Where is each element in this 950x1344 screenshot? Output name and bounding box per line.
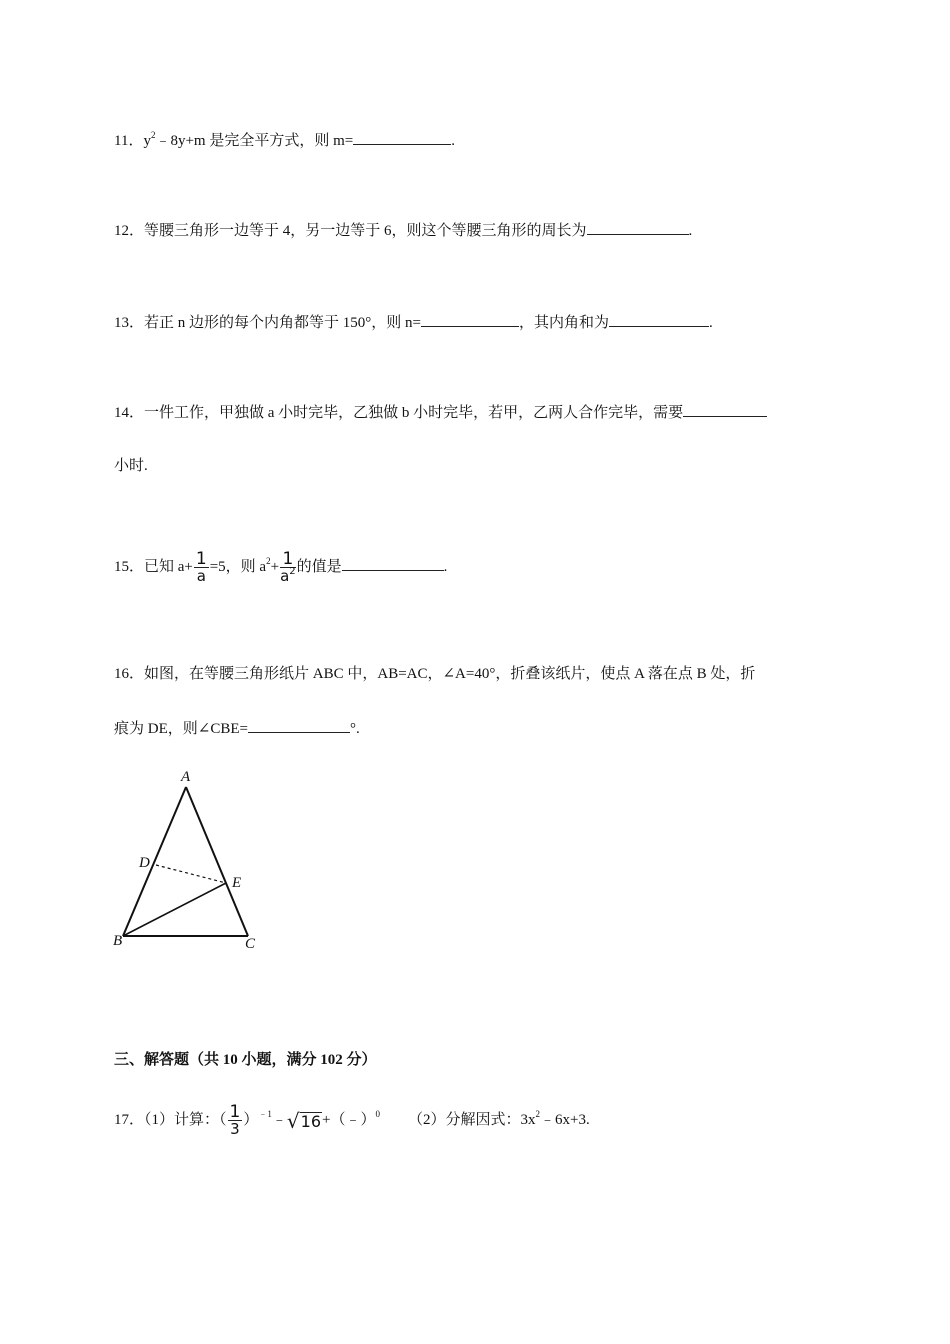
answer-blank[interactable] — [683, 402, 767, 417]
fraction-one-over-a-squared: $\frac{1}{a^2}$ — [280, 549, 296, 586]
triangle-figure — [106, 764, 276, 959]
label-b: B — [113, 933, 123, 949]
question-11: 11．$y^2﹣8y+m$ 是完全平方式，则 m= . — [114, 130, 455, 149]
fraction-one-third: $\frac{1}{3}$ — [229, 1102, 241, 1139]
answer-blank[interactable] — [248, 718, 350, 733]
question-number: 14． — [114, 405, 145, 421]
question-14-continued: 小时. — [114, 458, 148, 474]
answer-blank[interactable] — [353, 130, 451, 145]
fold-line-de — [156, 865, 226, 883]
answer-blank[interactable] — [587, 220, 689, 235]
question-16-continued: 痕为 DE，则∠CBE= °. — [114, 718, 360, 739]
label-d: D — [139, 855, 150, 871]
question-number: 12． — [114, 223, 145, 239]
label-a: A — [181, 769, 191, 785]
label-c: C — [245, 936, 256, 952]
answer-blank[interactable] — [609, 312, 709, 327]
square-root: √ 16 — [286, 1108, 322, 1133]
question-13: 13．若正 n 边形的每个内角都等于 150°，则 n= ，其内角和为 . — [114, 312, 713, 333]
question-number: 11． — [114, 133, 144, 149]
question-14: 14．一件工作，甲独做 a 小时完毕，乙独做 b 小时完毕，若甲，乙两人合作完毕，需要 — [114, 402, 767, 423]
question-16: 16．如图，在等腰三角形纸片 ABC 中，AB=AC，∠A=40°，折叠该纸片，使点 A 落在点 B 处，折 — [114, 666, 756, 682]
question-number: 17． — [114, 1112, 145, 1128]
answer-blank[interactable] — [421, 312, 519, 327]
question-number: 13． — [114, 315, 145, 331]
question-12: 12．等腰三角形一边等于 4，另一边等于 6，则这个等腰三角形的周长为 . — [114, 220, 692, 241]
question-17: 17．（1）计算：（ $\frac{1}{3}$ ）$^{﹣1}$﹣ √ 16 +（﹣）$^0$ （2）分解因式：$3x^2﹣6x+3$. — [114, 1102, 590, 1139]
side-ab — [123, 787, 186, 936]
section-title: 三、解答题（共 10 小题，满分 102 分） — [114, 1052, 377, 1068]
side-ac — [186, 787, 248, 936]
label-e: E — [232, 875, 242, 891]
answer-blank[interactable] — [342, 556, 444, 571]
question-15: 15．已知 a+ $\frac{1}{a}$ =5，则 $a^2+$ $\frac{1}{a^2}$ 的值是 . — [114, 549, 448, 586]
question-number: 15． — [114, 559, 145, 575]
question-number: 16． — [114, 666, 145, 682]
triangle-diagram — [106, 764, 276, 954]
segment-be — [123, 883, 226, 936]
fraction-one-over-a: $\frac{1}{a}$ — [195, 549, 207, 586]
